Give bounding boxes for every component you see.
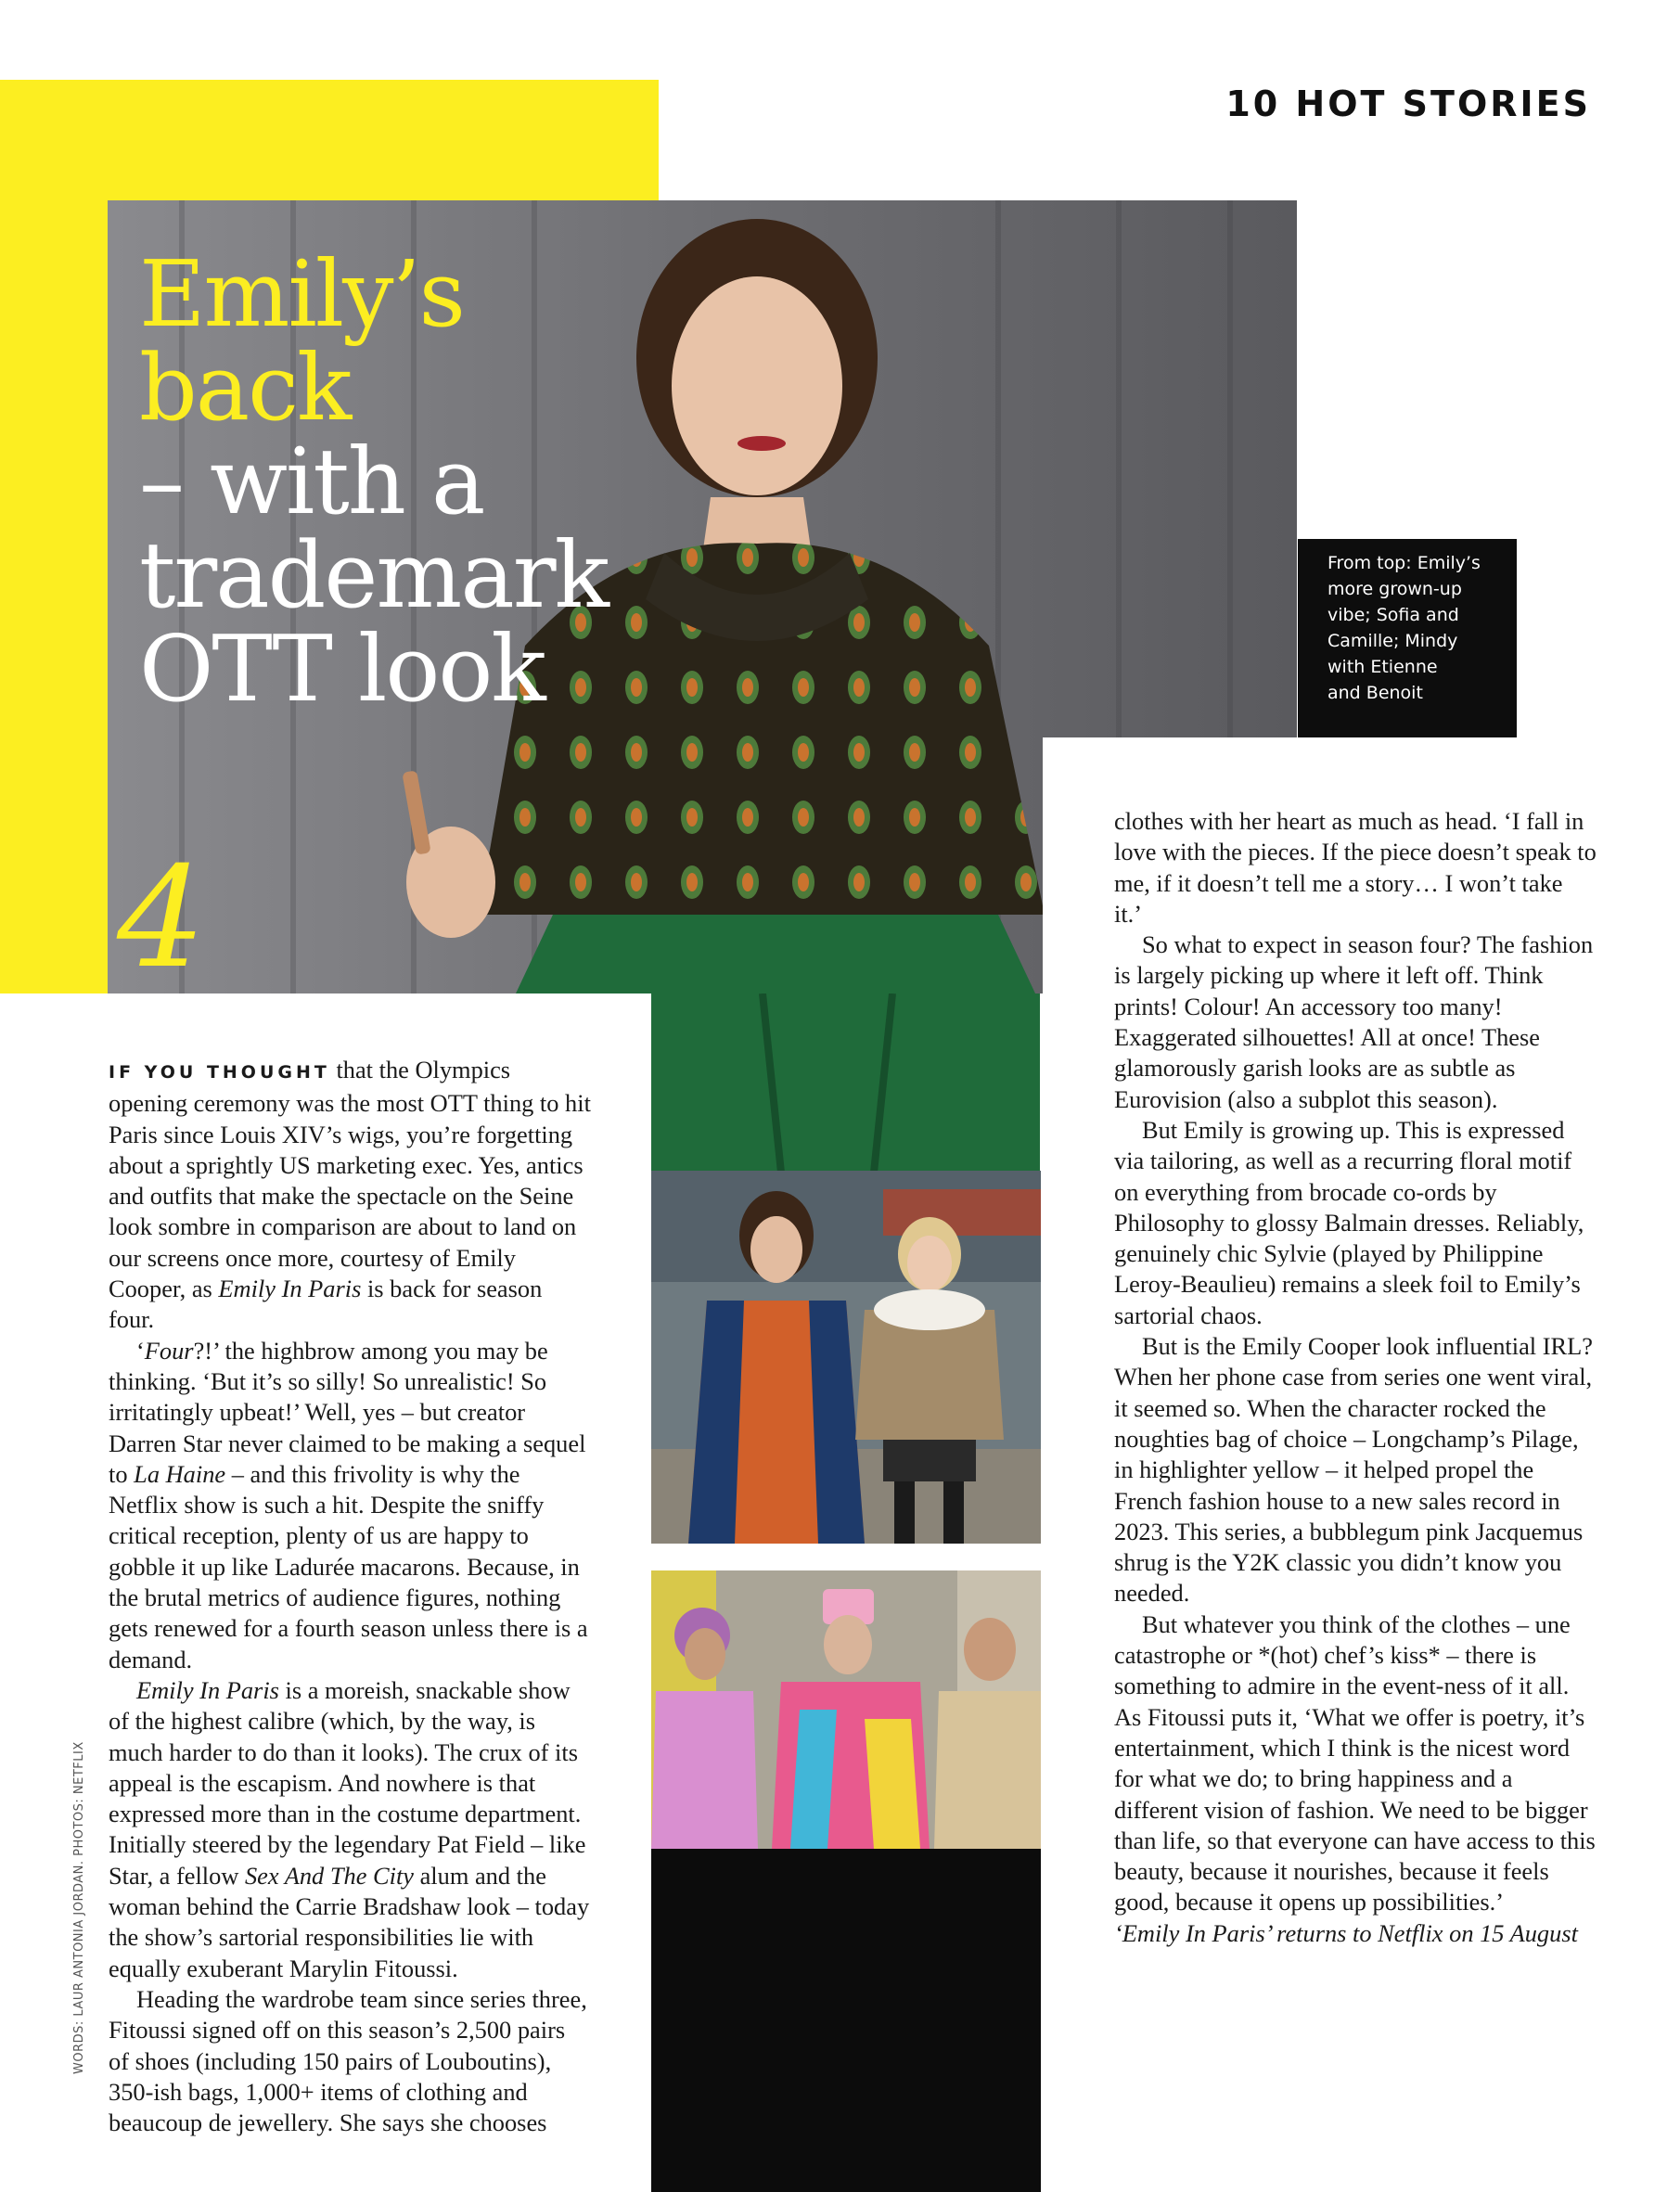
article-signoff: ‘Emily In Paris’ returns to Netflix on 15 August [1114, 1918, 1578, 1947]
story-number: 4 [117, 838, 206, 999]
text: ?!’ the highbrow among you may be thinking. ‘But it’s so silly! So unrealistic! So irritatingly upbeat!’ Well, yes – but creator Darren Star never claimed to be making a sequel to [109, 1336, 586, 1488]
article-paragraph: But whatever you think of the clothes – une catastrophe or *(hot) chef’s kiss* – there is something to admire in the event-ness of it all. As Fitoussi puts it, ‘What we offer is poetry, it’s entertainment, which I think is the nicest word for what we do; to bring happiness and a different vision of fashion. We need to be bigger than life, so that everyone can have access to this beauty, because it nourishes, because it feels good, because it opens up possibilities.’ [1114, 1609, 1596, 1916]
caption-line: and Benoit [1327, 683, 1423, 703]
text: ‘ [136, 1336, 145, 1365]
photo-caption [1298, 539, 1517, 737]
article-paragraph [109, 1055, 591, 1336]
trio-scene-illustration [651, 1570, 1041, 2192]
caption-line: From top: Emily’s [1327, 553, 1481, 573]
caption-line: Camille; Mindy [1327, 631, 1458, 651]
caption-line: vibe; Sofia and [1327, 605, 1459, 625]
article-paragraph-continued: clothes with her heart as much as head. ‘I fall in love with the pieces. If the piece doesn’t speak to me, if it doesn’t tell me a story… I won’t take it.’ [1114, 807, 1597, 928]
article-column-left [109, 1055, 591, 2138]
show-title: Sex And The City [244, 1861, 414, 1890]
emphasis: Four [144, 1336, 194, 1365]
text: – and this frivolity is why the Netflix show is such a hit. Despite the sniffy critical reception, plenty of us are happy to gobble it up like Ladurée macarons. Because, in the brutal metrics of audience figures, nothing gets renewed for a fourth season unless there is a demand. [109, 1459, 588, 1673]
article-paragraph: But Emily is growing up. This is expressed via tailoring, as well as a recurring floral motif on everything from brocade co-ords by Philosophy to glossy Balmain dresses. Reliably, genuinely chic Sylvie (played by Philippine Leroy-Beaulieu) remains a sleek foil to Emily’s sartorial chaos. [1114, 1115, 1584, 1329]
hero-photo-lower [651, 993, 1040, 1173]
film-title: La Haine [134, 1459, 226, 1488]
headline-line: OTT look [139, 617, 545, 723]
article-paragraph: But is the Emily Cooper look influential IRL? When her phone case from series one went viral, it seemed so. When the character rocked the noughties bag of choice – Longchamp’s Pilage, in highlighter yellow – it helped propel the French fashion house to a new sales record in 2023. This series, a bubblegum pink Jacquemus shrug is the Y2K classic you didn’t know you needed. [1114, 1332, 1593, 1608]
headline [139, 242, 659, 723]
lead-in: IF YOU THOUGHT [109, 1062, 330, 1083]
show-title: Emily In Paris [218, 1275, 362, 1303]
caption-line: with Etienne [1327, 657, 1438, 677]
photo-mindy-etienne-benoit [651, 1570, 1041, 2192]
photo-credit: WORDS: LAUR ANTONIA JORDAN. PHOTOS: NETFLIX [72, 1741, 86, 2074]
article-column-right [1114, 806, 1597, 1949]
photo-sofia-camille [651, 1171, 1041, 1544]
article-paragraph: So what to expect in season four? The fashion is largely picking up where it left off. Think prints! Colour! An accessory too many! Exaggerated silhouettes! All at once! These glamorously garish looks are as subtle as Eurovision (also a subplot this season). [1114, 930, 1594, 1113]
yellow-accent-strip [0, 80, 108, 993]
hero-skirt-illustration [651, 993, 1040, 1173]
text: that the Olympics opening ceremony was the most OTT thing to hit Paris since Louis XIV’s wigs, you’re forgetting about a sprightly US marketing exec. Yes, antics and outfits that make the spectacle on the Seine look sombre in comparison are about to land on our screens once more, courtesy of Emily Cooper, as [109, 1056, 591, 1303]
show-title: Emily In Paris [136, 1675, 279, 1704]
headline-line: Emily’s back [139, 242, 464, 442]
article-paragraph: Heading the wardrobe team since series three, Fitoussi signed off on this season’s 2,500 pairs of shoes (including 150 pairs of Louboutins), 350-ish bags, 1,000+ items of clothing and beaucoup de jewellery. She says she chooses [109, 1984, 587, 2137]
caption-line: more grown-up [1327, 579, 1462, 599]
article-paragraph [109, 1675, 591, 1984]
street-scene-illustration [651, 1171, 1041, 1544]
text: is back for season four. [109, 1275, 543, 1334]
text: alum and the woman behind the Carrie Bradshaw look – today the show’s sartorial responsibilities lie with equally exuberant Marylin Fitoussi. [109, 1861, 590, 1982]
article-paragraph [109, 1336, 591, 1675]
text: is a moreish, snackable show of the highest calibre (which, by the way, is much harder to do than it looks). The crux of its appeal is the escapism. And nowhere is that expressed more than in the costume department. Initially steered by the legendary Pat Field – like Star, a fellow [109, 1675, 586, 1890]
headline-line: trademark [139, 523, 608, 629]
section-label: 10 HOT STORIES [1225, 83, 1591, 124]
headline-line: – with a [139, 429, 484, 535]
